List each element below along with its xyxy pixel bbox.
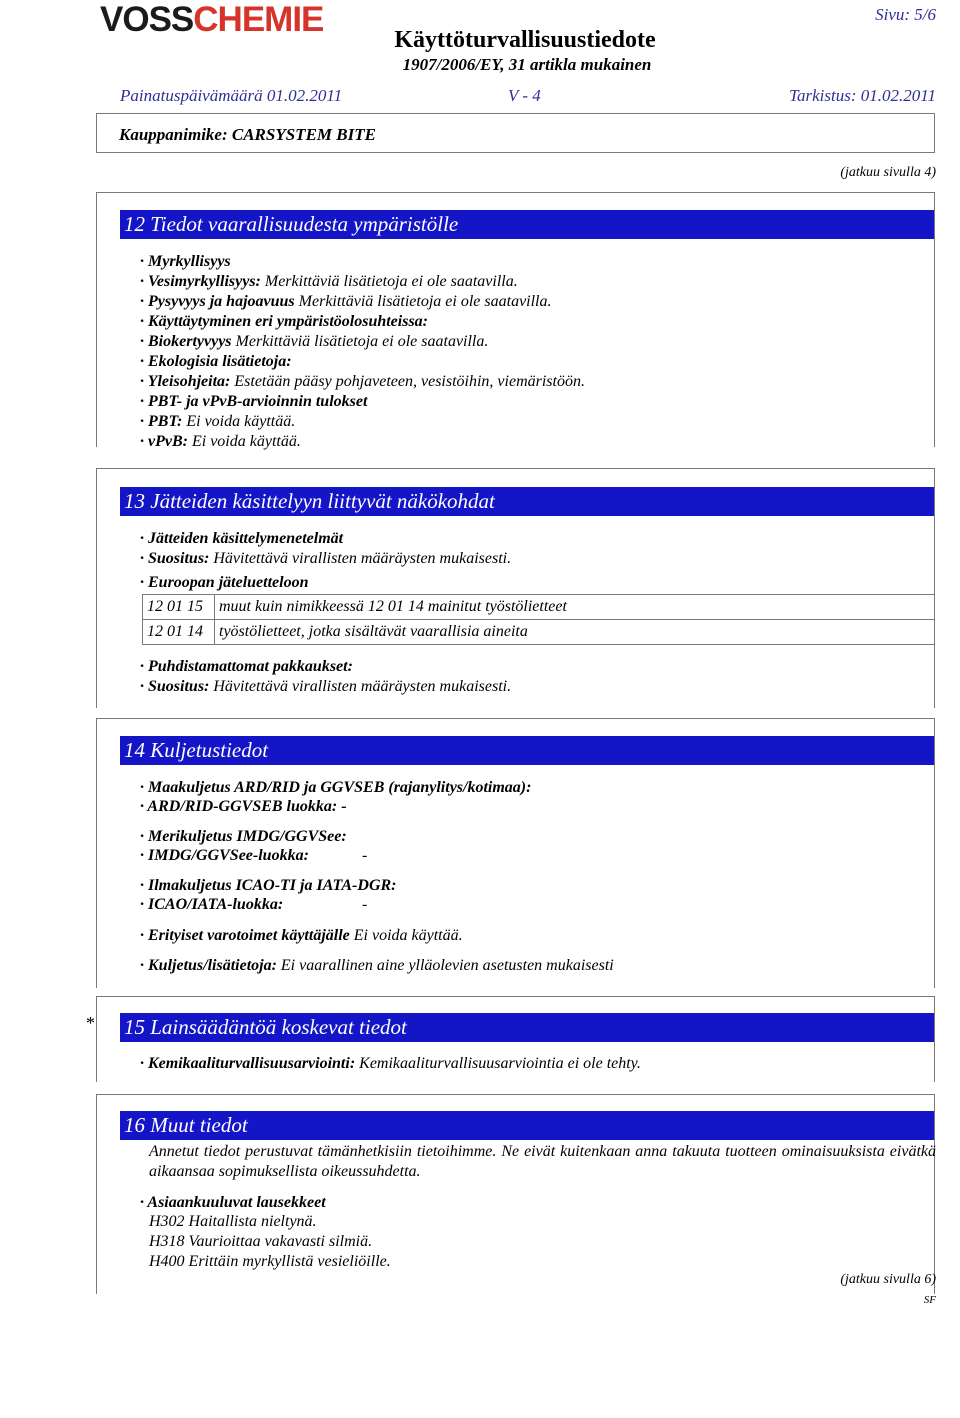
- waste-code: 12 01 14: [143, 620, 215, 645]
- section-13: [96, 468, 935, 708]
- continued-from: (jatkuu sivulla 4): [840, 165, 936, 180]
- document-subtitle: 1907/2006/EY, 31 artikla mukainen: [402, 55, 652, 74]
- disclaimer-paragraph: Annetut tiedot perustuvat tämänhetkisiin tietoihimme. Ne eivät kuitenkaan anna takuuta tuotteen ominaisuuksista eivätkä aikaansaa sopimuksellista oikeussuhdetta.: [149, 1143, 936, 1180]
- vosschemie-logo: VOSSCHEMIE: [100, 0, 324, 39]
- section-14-line: · Merikuljetus IMDG/GGVSee:: [140, 828, 347, 845]
- section-12-line: · Myrkyllisyys: [140, 253, 231, 270]
- section-12-line: · Yleisohjeita: Estetään pääsy pohjaveteen, vesistöihin, viemäristöön.: [140, 373, 585, 390]
- section-14-line: · Erityiset varotoimet käyttäjälle Ei voida käyttää.: [140, 927, 463, 944]
- changed-marker: *: [86, 1013, 95, 1033]
- table-row: [143, 595, 935, 620]
- section-13-line: · Jätteiden käsittelymenetelmät: [140, 530, 344, 547]
- page-number: Sivu: 5/6: [875, 5, 936, 24]
- section-12-line: · Käyttäytyminen eri ympäristöolosuhteissa:: [140, 313, 429, 330]
- document-title: Käyttöturvallisuustiedote: [394, 27, 656, 53]
- section-12-line: · Vesimyrkyllisyys: Merkittäviä lisätietoja ei ole saatavilla.: [140, 273, 518, 290]
- section-12-heading: 12 Tiedot vaarallisuudesta ympäristölle: [120, 210, 934, 239]
- section-14-line: · ICAO/IATA-luokka: -: [140, 896, 368, 913]
- section-12-line: · PBT- ja vPvB-arvioinnin tulokset: [140, 393, 368, 410]
- hazard-statement: H318 Vaurioittaa vakavasti silmiä.: [149, 1233, 373, 1250]
- section-12-line: · Ekologisia lisätietoja:: [140, 353, 292, 370]
- section-13-line: · Puhdistamattomat pakkaukset:: [140, 658, 353, 675]
- trade-name-box: [96, 113, 935, 153]
- section-16-heading: 16 Muut tiedot: [120, 1111, 934, 1140]
- hazard-statement: H302 Haitallista nieltynä.: [149, 1213, 317, 1230]
- section-14-heading: 14 Kuljetustiedot: [120, 736, 934, 765]
- section-13-heading: 13 Jätteiden käsittelyyn liittyvät näkökohdat: [120, 487, 934, 516]
- waste-description: työstölietteet, jotka sisältävät vaarallisia aineita: [215, 620, 935, 645]
- section-14-line: · Ilmakuljetus ICAO-TI ja IATA-DGR:: [140, 877, 397, 894]
- version: V - 4: [508, 86, 541, 105]
- section-12: [96, 192, 935, 450]
- language-code: SF: [923, 1294, 936, 1306]
- section-14-line: · Kuljetus/lisätietoja: Ei vaarallinen aine ylläolevien asetusten mukaisesti: [140, 957, 614, 974]
- section-14: [96, 718, 935, 988]
- waste-description: muut kuin nimikkeessä 12 01 14 mainitut työstölietteet: [215, 595, 935, 620]
- print-date: Painatuspäivämäärä 01.02.2011: [120, 86, 343, 105]
- section-12-line: · vPvB: Ei voida käyttää.: [140, 433, 301, 450]
- section-16-line: · Asiaankuuluvat lausekkeet: [140, 1194, 326, 1211]
- section-13-line: · Suositus: Hävitettävä virallisten määräysten mukaisesti.: [140, 550, 512, 567]
- section-15-heading: 15 Lainsäädäntöä koskevat tiedot: [120, 1013, 934, 1042]
- section-12-line: · PBT: Ei voida käyttää.: [140, 413, 296, 430]
- trade-name: Kauppanimike: CARSYSTEM BITE: [119, 125, 376, 144]
- section-16: [96, 1094, 935, 1294]
- section-15: [96, 996, 935, 1082]
- section-14-line: · ARD/RID-GGVSEB luokka: -: [140, 798, 347, 815]
- table-row: [143, 620, 935, 645]
- waste-code-table: [142, 594, 935, 645]
- section-15-line: · Kemikaaliturvallisuusarviointi: Kemikaaliturvallisuusarviointia ei ole tehty.: [140, 1055, 641, 1072]
- revision-date: Tarkistus: 01.02.2011: [789, 86, 936, 105]
- continued-to: (jatkuu sivulla 6): [840, 1272, 936, 1287]
- section-12-line: · Biokertyvyys Merkittäviä lisätietoja ei ole saatavilla.: [140, 333, 489, 350]
- hazard-statement: H400 Erittäin myrkyllistä vesieliöille.: [149, 1253, 391, 1270]
- section-14-line: · Maakuljetus ARD/RID ja GGVSEB (rajanylitys/kotimaa):: [140, 779, 532, 796]
- section-12-line: · Pysyvyys ja hajoavuus Merkittäviä lisätietoja ei ole saatavilla.: [140, 293, 552, 310]
- waste-code: 12 01 15: [143, 595, 215, 620]
- section-13-line: · Suositus: Hävitettävä virallisten määräysten mukaisesti.: [140, 678, 512, 695]
- section-13-line: · Euroopan jäteluetteloon: [140, 574, 309, 591]
- section-14-line: · IMDG/GGVSee-luokka: -: [140, 847, 368, 864]
